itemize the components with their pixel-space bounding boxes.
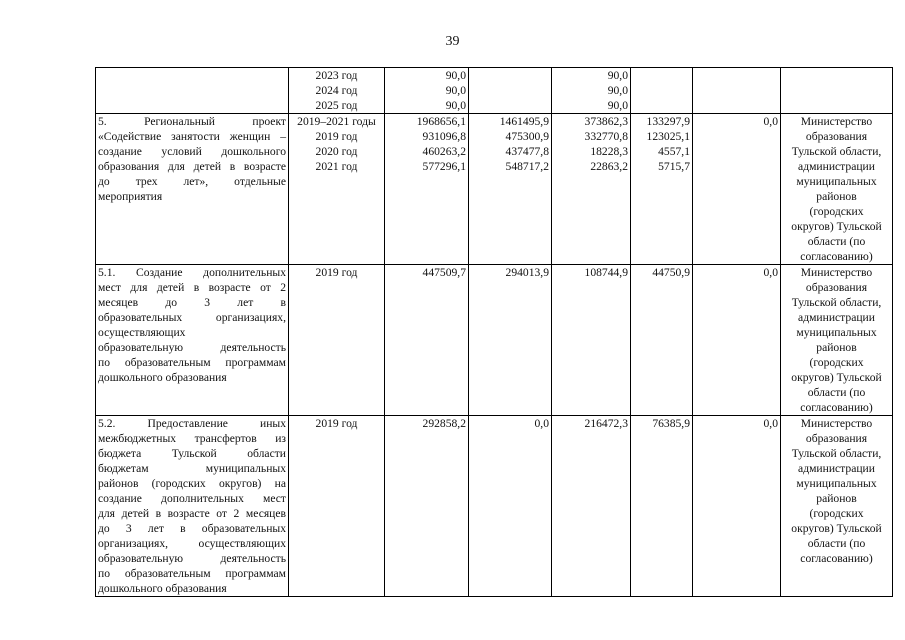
cell-regional <box>552 114 631 265</box>
table-row <box>96 68 893 114</box>
cell-line: месяцев до 3 лет в <box>98 296 286 309</box>
cell-line: 2023 год <box>315 69 358 82</box>
cell-period <box>289 114 385 265</box>
cell-line: согласованию) <box>800 552 873 565</box>
cell-line: 216472,3 <box>584 417 628 430</box>
cell-executor <box>781 68 893 114</box>
cell-line: муниципальных <box>796 175 877 188</box>
cell-line: мероприятия <box>98 190 163 203</box>
cell-name <box>96 114 289 265</box>
cell-line: 447509,7 <box>422 266 466 279</box>
cell-line: «Содействие занятости женщин – <box>98 130 286 143</box>
cell-line: образовательных организациях, <box>98 311 286 324</box>
funding-table <box>95 67 893 597</box>
cell-line: районов (городских округов) на <box>98 477 286 490</box>
cell-line: районов <box>816 190 857 203</box>
cell-line: по образовательным программам <box>98 567 286 580</box>
cell-line: образовательную деятельность <box>98 341 286 354</box>
cell-federal <box>469 68 552 114</box>
cell-line: 133297,9 <box>646 115 690 128</box>
cell-period <box>289 265 385 416</box>
cell-municipal <box>631 114 693 265</box>
cell-line: создание условий дошкольного <box>98 145 286 158</box>
cell-total <box>385 416 469 597</box>
cell-line: согласованию) <box>800 401 873 414</box>
table-row <box>96 114 893 265</box>
cell-federal <box>469 416 552 597</box>
cell-line: организациях, осуществляющих <box>98 537 286 550</box>
cell-line: районов <box>816 341 857 354</box>
cell-municipal <box>631 68 693 114</box>
cell-line: 1461495,9 <box>499 115 549 128</box>
page-number: 39 <box>445 34 460 49</box>
cell-total <box>385 265 469 416</box>
cell-line: Министерство <box>800 266 873 279</box>
cell-line: осуществляющих <box>98 326 186 339</box>
cell-line: согласованию) <box>800 250 873 263</box>
cell-line: 22863,2 <box>590 160 628 173</box>
cell-line: 2021 год <box>315 160 358 173</box>
cell-line: 2019 год <box>315 266 358 279</box>
cell-line: муниципальных <box>796 326 877 339</box>
cell-line: образовательную деятельность <box>98 552 286 565</box>
cell-line: области (по <box>807 537 866 550</box>
cell-line: (городских <box>809 356 864 369</box>
cell-line: 90,0 <box>607 99 628 112</box>
cell-line: 332770,8 <box>584 130 628 143</box>
cell-line: 548717,2 <box>505 160 549 173</box>
cell-line: 76385,9 <box>652 417 690 430</box>
cell-name <box>96 416 289 597</box>
cell-line: 90,0 <box>445 99 466 112</box>
cell-total <box>385 114 469 265</box>
cell-line: 2019–2021 годы <box>297 115 376 128</box>
cell-line: дошкольного образования <box>98 371 227 384</box>
cell-line: 373862,3 <box>584 115 628 128</box>
cell-line: Министерство <box>800 115 873 128</box>
cell-line: администрации <box>798 311 875 324</box>
cell-total <box>385 68 469 114</box>
cell-line: 108744,9 <box>584 266 628 279</box>
cell-line: 475300,9 <box>505 130 549 143</box>
cell-line: 294013,9 <box>505 266 549 279</box>
cell-line: 4557,1 <box>658 145 690 158</box>
cell-executor <box>781 265 893 416</box>
cell-line: бюджетам муниципальных <box>98 462 286 475</box>
cell-line: межбюджетных трансфертов из <box>98 432 286 445</box>
cell-municipal <box>631 416 693 597</box>
cell-line: (городских <box>809 507 864 520</box>
cell-line: до 3 лет в образовательных <box>98 522 286 535</box>
cell-line: 0,0 <box>534 417 549 430</box>
cell-other <box>693 265 781 416</box>
cell-line: бюджета Тульской области <box>98 447 286 460</box>
cell-line: администрации <box>798 462 875 475</box>
cell-line: 437477,8 <box>505 145 549 158</box>
cell-other <box>693 68 781 114</box>
cell-line: 90,0 <box>607 84 628 97</box>
cell-regional <box>552 68 631 114</box>
cell-regional <box>552 416 631 597</box>
cell-line: до трех лет», отдельные <box>98 175 286 188</box>
cell-line: образования <box>805 432 868 445</box>
cell-line: Министерство <box>800 417 873 430</box>
cell-line: 5.2. Предоставление иных <box>98 417 286 430</box>
cell-executor <box>781 416 893 597</box>
cell-regional <box>552 265 631 416</box>
cell-other <box>693 416 781 597</box>
cell-line: 5.1. Создание дополнительных <box>98 266 286 279</box>
cell-name <box>96 68 289 114</box>
cell-line: округов) Тульской <box>791 220 882 233</box>
cell-line: 2019 год <box>315 417 358 430</box>
cell-line: округов) Тульской <box>791 522 882 535</box>
cell-line: 90,0 <box>607 69 628 82</box>
cell-line: 2019 год <box>315 130 358 143</box>
cell-line: 577296,1 <box>422 160 466 173</box>
cell-line: Тульской области, <box>791 145 882 158</box>
cell-line: образования <box>805 281 868 294</box>
cell-line: 2025 год <box>315 99 358 112</box>
cell-line: 2024 год <box>315 84 358 97</box>
cell-line: 460263,2 <box>422 145 466 158</box>
cell-line: 292858,2 <box>422 417 466 430</box>
cell-line: администрации <box>798 160 875 173</box>
cell-line: 0,0 <box>763 115 778 128</box>
cell-line: по образовательным программам <box>98 356 286 369</box>
cell-federal <box>469 114 552 265</box>
cell-other <box>693 114 781 265</box>
cell-line: 5. Региональный проект <box>98 115 286 128</box>
cell-line: 90,0 <box>445 84 466 97</box>
cell-line: образования <box>805 130 868 143</box>
cell-line: для детей в возрасте от 2 месяцев <box>98 507 286 520</box>
cell-line: Тульской области, <box>791 296 882 309</box>
cell-line: области (по <box>807 386 866 399</box>
cell-line: Тульской области, <box>791 447 882 460</box>
cell-federal <box>469 265 552 416</box>
cell-line: (городских <box>809 205 864 218</box>
cell-line: создание дополнительных мест <box>98 492 286 505</box>
cell-line: дошкольного образования <box>98 582 227 595</box>
cell-line: мест для детей в возрасте от 2 <box>98 281 286 294</box>
table-row <box>96 416 893 597</box>
cell-line: 2020 год <box>315 145 358 158</box>
cell-name <box>96 265 289 416</box>
cell-line: 123025,1 <box>646 130 690 143</box>
cell-line: 931096,8 <box>422 130 466 143</box>
cell-line: 44750,9 <box>652 266 690 279</box>
table-row <box>96 265 893 416</box>
cell-period <box>289 68 385 114</box>
cell-period <box>289 416 385 597</box>
cell-line: округов) Тульской <box>791 371 882 384</box>
cell-line: районов <box>816 492 857 505</box>
cell-line: образования для детей в возрасте <box>98 160 286 173</box>
cell-municipal <box>631 265 693 416</box>
cell-line: 90,0 <box>445 69 466 82</box>
cell-line: муниципальных <box>796 477 877 490</box>
cell-line: 0,0 <box>763 266 778 279</box>
cell-line: 0,0 <box>763 417 778 430</box>
cell-line: 18228,3 <box>590 145 628 158</box>
cell-line: области (по <box>807 235 866 248</box>
cell-line: 1968656,1 <box>416 115 466 128</box>
cell-executor <box>781 114 893 265</box>
cell-line: 5715,7 <box>658 160 690 173</box>
